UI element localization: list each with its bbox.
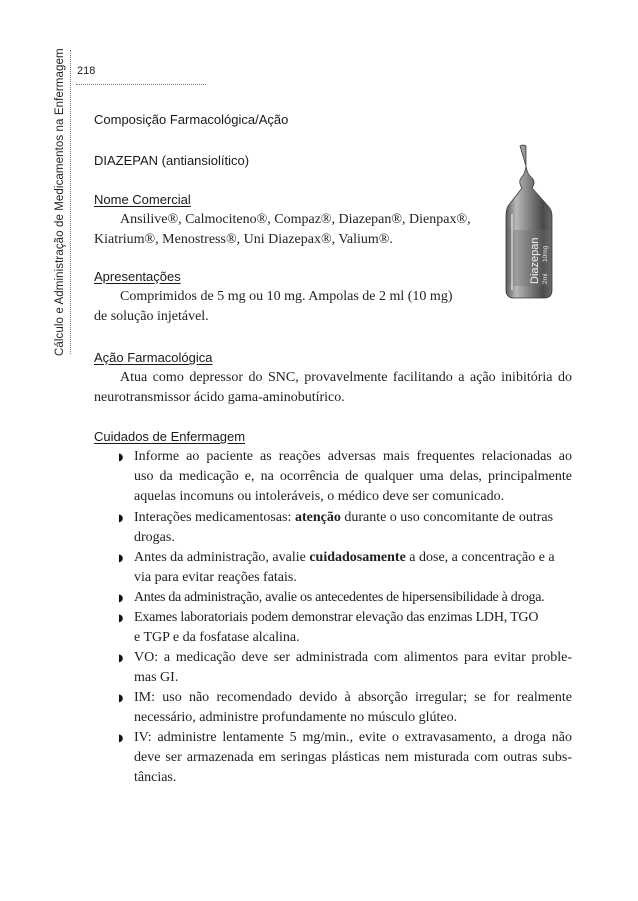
cuidados-item-6-line-1: VO: a medicação deve ser administrada com alimentos para evitar proble- [134, 650, 572, 665]
cuidados-item-3-line-2: via para evitar reações fatais. [134, 570, 297, 585]
ampoule-dose: 2ml [542, 273, 549, 284]
cuidados-item-7-line-1: IM: uso não recomendado devido à absorção irregular; se for realmente [134, 690, 572, 705]
cuidados-item-4-line-1: Antes da administração, avalie os antecedentes de hipersensibilidade à droga. [134, 590, 545, 605]
sidebar-book-title: Cálculo e Administração de Medicamentos na Enfermagem [54, 48, 66, 356]
apresentacoes-heading: Apresentações [94, 269, 181, 284]
bullet-icon: ◗ [118, 733, 124, 744]
cuidados-item-2-line-1: Interações medicamentosas: atenção durante o uso concomitante de outras [134, 510, 554, 525]
apresentacoes-line-1: Comprimidos de 5 mg ou 10 mg. Ampolas de 2 ml (10 mg) [120, 289, 453, 304]
header-dotted-rule [76, 84, 206, 85]
nome-comercial-line-2: Kiatrium®, Menostress®, Uni Diazepax®, Valium®. [94, 232, 393, 247]
cuidados-item-3-line-1: Antes da administração, avalie cuidadosamente a dose, a concentração e a [134, 550, 555, 565]
cuidados-item-8-line-2: deve ser armazenada em seringas plásticas nem misturada com outras subs- [134, 750, 572, 765]
cuidados-item-1-line-3: aquelas incomuns ou intoleráveis, o médico deve ser comunicado. [134, 489, 505, 504]
bullet-icon: ◗ [118, 613, 124, 624]
bullet-icon: ◗ [118, 553, 124, 564]
cuidados-item-1-line-2: uso da medicação e, na ocorrência de qualquer uma delas, principalmente [134, 469, 572, 484]
bullet-icon: ◗ [118, 513, 124, 524]
bullet-icon: ◗ [118, 452, 124, 463]
nome-comercial-heading: Nome Comercial [94, 192, 191, 207]
ampoule-brand: Diazepan [529, 237, 541, 284]
sidebar-dotted-rule [70, 50, 71, 354]
cuidados-heading: Cuidados de Enfermagem [94, 429, 246, 444]
cuidados-item-2-line-2: drogas. [134, 530, 175, 545]
apresentacoes-line-2: de solução injetável. [94, 309, 209, 324]
emphasis-cuidadosamente: cuidadosamente [309, 550, 406, 565]
cuidados-item-6-line-2: mas GI. [134, 670, 179, 685]
cuidados-item-5-line-1: Exames laboratoriais podem demonstrar elevação das enzimas LDH, TGO [134, 610, 539, 625]
acao-line-1: Atua como depressor do SNC, provavelmente facilitando a ação inibitória do [120, 370, 572, 385]
ampoule-concentration: 10mg [542, 245, 549, 262]
bullet-icon: ◗ [118, 693, 124, 704]
acao-heading: Ação Farmacológica [94, 350, 213, 365]
section-title: Composição Farmacológica/Ação [94, 112, 289, 127]
ampoule-icon [498, 144, 556, 300]
emphasis-atencao: atenção [294, 510, 341, 525]
cuidados-item-8-line-1: IV: administre lentamente 5 mg/min., evite o extravasamento, a droga não [134, 730, 572, 745]
bullet-icon: ◗ [118, 593, 124, 604]
cuidados-item-8-line-3: tâncias. [134, 770, 177, 785]
drug-name: DIAZEPAN (antiansiolítico) [94, 153, 250, 168]
page-number: 218 [77, 65, 96, 77]
cuidados-item-7-line-2: necessário, administre profundamente no músculo glúteo. [134, 710, 458, 725]
acao-line-2: neurotransmissor ácido gama-aminobutírico. [94, 390, 345, 405]
cuidados-item-1-line-1: Informe ao paciente as reações adversas mais frequentes relacionadas ao [134, 449, 572, 464]
ampoule-illustration [498, 144, 556, 300]
bullet-icon: ◗ [118, 653, 124, 664]
cuidados-item-5-line-2: e TGP e da fosfatase alcalina. [134, 630, 300, 645]
nome-comercial-line-1: Ansilive®, Calmociteno®, Compaz®, Diazepan®, Dienpax®, [120, 212, 471, 227]
